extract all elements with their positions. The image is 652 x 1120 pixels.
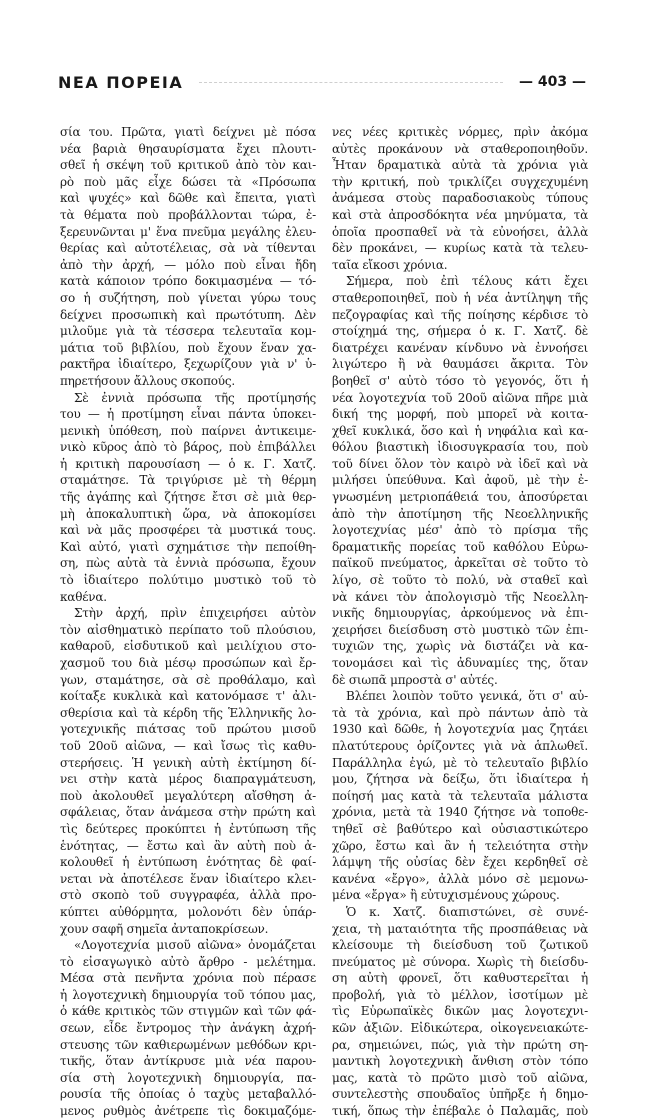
text-line: ἡ κριτικὴ παρουσίαση — ὁ κ. Γ. Χατζ. — [60, 456, 316, 471]
page-number: — 403 — — [519, 74, 586, 90]
text-line: στευσης τῶν καθιερωμένων μεθόδων κρι- — [60, 1037, 316, 1052]
text-line: τηθεῖ σὲ βαθύτερο καὶ οὐσιαστικώτερο — [332, 821, 588, 836]
text-line: νικὸ κῦρος ἀπὸ τὸ βάρος, ποὺ ἐπιβάλλει — [60, 440, 316, 455]
text-line: δὲ σιωπᾶ μπροστὰ σ' αὐτές. — [332, 672, 498, 687]
text-line: ποὺ ἀκολουθεῖ μεγαλύτερη αἴσθηση ἀ- — [60, 788, 316, 803]
text-line: τὴν κριτική, ποὺ τρικλίζει συγχεχυμένη — [332, 174, 588, 189]
text-line: παϊκοῦ πνεύματος, ἀρκεῖται σὲ τοῦτο τὸ — [332, 556, 588, 571]
text-line: γοτεχνικῆς πιάτσας τοῦ πρώτου μισοῦ — [60, 722, 316, 737]
text-line: ἡ λογοτεχνικὴ δημιουργία τοῦ τόπου μας, — [60, 987, 316, 1002]
text-line: καὶ νὰ μᾶς προσφέρει τὰ μυστικά τους. — [60, 523, 316, 538]
text-line: σία στὴ λογοτεχνικὴ δημιουργία, πα- — [60, 1070, 316, 1085]
text-line: χουν σαφῆ σημεῖα ἀνταποκρίσεων. — [60, 921, 269, 936]
journal-title: ΝΕΑ ΠΟΡΕΙΑ — [58, 72, 184, 92]
text-line: καὶ στὰ ἀπροσδόκητα νέα μηνύματα, τὰ — [332, 207, 588, 222]
text-line: ρὸ ποὺ μᾶς εἶχε δώσει τὰ «Πρόσωπα — [60, 174, 316, 189]
text-line: μὴ ἀποκαλυπτικὴ ὥρα, νὰ ἀποκομίσει — [60, 506, 316, 521]
text-line: καθένα. — [60, 589, 107, 604]
text-line: τοῦ 20οῦ αἰῶνα, — καὶ ἴσως τὶς καθυ- — [60, 738, 316, 753]
text-line: πεζογραφίας καὶ τῆς ποίησης κέρδισε τὸ — [332, 307, 588, 322]
text-line: κοίταξε κυκλικὰ καὶ κατονόμασε τ' ἀλι- — [60, 689, 316, 704]
text-line: Μέσα στὰ πενῆντα χρόνια ποὺ πέρασε — [60, 971, 316, 986]
text-line: Σὲ ἐννιὰ πρόσωπα τῆς προτίμησής — [74, 390, 316, 405]
text-line: μενος ρυθμὸς ἀνέτρεπε τὶς δοκιμαζόμε- — [60, 1104, 316, 1119]
text-line: πηρετήσουν ἄλλους σκοπούς. — [60, 373, 236, 388]
text-line: νέα λογοτεχνία τοῦ 20οῦ αἰῶνα πῆρε μιὰ — [332, 390, 588, 405]
text-line: πλατύτερους ὁρίζοντες γιὰ νὰ ἁπλωθεῖ. — [332, 738, 588, 753]
text-line: χεια, τὴ ματαιότητα τῆς προσπάθειας νὰ — [332, 921, 588, 936]
text-line: κύπτει αὐθόρμητα, μολονότι δὲν ὑπάρ- — [60, 904, 316, 919]
text-line: τὸν αἰσθηματικὸ περίπατο τοῦ πλούσιου, — [60, 622, 316, 637]
text-line: μιλήσει ὑπεύθυνα. Καὶ ἀφοῦ, μὲ τὴν ἐ- — [332, 473, 588, 488]
text-line: τικῆς, ὅταν ἀντίκρυσε μιὰ νέα παρου- — [60, 1054, 316, 1069]
text-line: νικῆς δημιουργίας, ἀρκούμενος νὰ ἐπι- — [332, 606, 588, 621]
text-line: βοηθεῖ σ' αὐτὸ τόσο τὸ γεγονός, ὅτι ἡ — [332, 373, 588, 388]
text-line: τὸ ἰδιαίτερο πολύτιμο μυστικὸ τοῦ τὸ — [60, 573, 316, 588]
text-line: νὰ κάνει τὸν ἀπολογισμὸ τῆς Νεοελλη- — [332, 589, 588, 604]
text-line: Στὴν ἀρχή, πρὶν ἐπιχειρήσει αὐτὸν — [74, 606, 316, 621]
text-line: τυχιῶν της, χωρὶς νὰ διστάζει νὰ κα- — [332, 639, 588, 654]
text-line: ρα, σημειώνει, πώς, γιὰ τὴν πρώτη ση- — [332, 1037, 588, 1052]
text-line: τὰ θέματα ποὺ προβάλλονται τώρα, ἐ- — [60, 207, 316, 222]
text-line: σθερίσια καὶ τὰ κέρδη τῆς Ἑλληνικῆς λο- — [60, 705, 316, 720]
text-line: Σήμερα, ποὺ ἐπὶ τέλους κάτι ἔχει — [346, 274, 588, 289]
text-line: καὶ ψυχές» καὶ δῶθε καὶ ἔπειτα, γιατὶ — [60, 191, 316, 206]
text-line: τὰ τὰ χρόνια, καὶ πρὸ πάντων ἀπὸ τὰ — [332, 705, 588, 720]
text-line: τῆς ἀγάπης καὶ ζήτησε ἔτσι σὲ μιὰ θερ- — [60, 490, 316, 505]
text-line: κῶν ἀξιῶν. Εἰδικώτερα, οἰκογενειακώτε- — [332, 1021, 588, 1036]
text-line: ταῖα εἴκοσι χρόνια. — [332, 257, 448, 272]
text-line: τὶς Εὐρωπαϊκὲς δικῶν μας λογοτεχνι- — [332, 1004, 588, 1019]
text-line: μάτια τοῦ βιβλίου, ποὺ ἔχουν ἕναν χα- — [60, 340, 316, 355]
text-line: χειρήσει διείσδυση στὸ μυστικὸ τῶν ἐπι- — [332, 622, 588, 637]
text-line: ὁποῖα προσπαθεῖ νὰ τὰ εὐνοήσει, ἀλλὰ — [332, 224, 588, 239]
text-line: γνωσμένη μετριοπάθειά του, ἀποσύρεται — [332, 490, 588, 505]
text-line: μας, κατὰ τὸ πρῶτο μισὸ τοῦ αἰῶνα, — [332, 1070, 588, 1085]
text-line: σο ἡ συζήτηση, ποὺ γίνεται γύρω τους — [60, 290, 316, 305]
text-line: συντελεστὴς σπουδαῖος ὑπῆρξε ἡ δημο- — [332, 1087, 588, 1102]
text-line: ξερευνῶνται μ' ἕνα πνεῦμα μεγάλης ἐλευ- — [60, 224, 316, 239]
text-line: του — ἡ προτίμηση εἶναι πάντα ὑποκει- — [60, 407, 316, 422]
text-line: Βλέπει λοιπὸν τοῦτο γενικά, ὅτι σ' αὐ- — [346, 689, 588, 704]
text-line: κλείσουμε τὴ διείσδυση τοῦ ζωτικοῦ — [332, 938, 588, 953]
text-line: Παράλληλα ἐγώ, μὲ τὸ τελευταῖο βιβλίο — [332, 755, 588, 770]
text-line: λίγο, σὲ τοῦτο τὸ πολύ, νὰ σταθεῖ καὶ — [332, 573, 588, 588]
text-line: μενικὴ ὑπόθεση, ποὺ παίρνει ἀντικειμε- — [60, 423, 316, 438]
text-line: σταμάτησε. Τὰ τριγύρισε μὲ τὴ θέρμη — [60, 473, 316, 488]
text-line: νει στὴν κατὰ μέρος διαπραγμάτευση, — [60, 772, 316, 787]
text-line: λάμψη τῆς οὐσίας δὲν ἔχει κερδηθεῖ σὲ — [332, 855, 588, 870]
text-line: πνεύματος μὲ σύνορα. Χωρὶς τὴ διείσδυ- — [332, 954, 588, 969]
text-line: σθεῖ ἡ σκέψη τοῦ κριτικοῦ ἀπὸ τὸν και- — [60, 158, 316, 173]
page-header — [58, 68, 586, 96]
text-line: ποίησή μας κατὰ τὰ τελευταῖα μάλιστα — [332, 788, 588, 803]
text-line: διατρέχει κανέναν κίνδυνο νὰ ἐννοήσει — [332, 340, 588, 355]
text-line: τονομάσει καὶ τὶς ἀδυναμίες της, ὅταν — [332, 656, 588, 670]
text-line: ση, πὼς αὐτὰ τὰ ἐννιὰ πρόσωπα, ἔχουν — [60, 556, 316, 571]
text-line: 1930 καὶ δῶθε, ἡ λογοτεχνία μας ζητάει — [332, 722, 588, 737]
text-line: θόλου βιαστικὴ ἰδιοσυγκρασία του, ποὺ — [332, 440, 588, 455]
text-line: νέα βαριὰ θησαυρίσματα ἔχει πλουτι- — [60, 141, 316, 156]
text-line: Καὶ αὐτό, γιατὶ σχημάτισε τὴν πεποίθη- — [60, 539, 316, 554]
text-line: μαντικὴ λογοτεχνικὴ ἄνθιση στὸν τόπο — [332, 1054, 588, 1069]
text-line: «Λογοτεχνία μισοῦ αἰῶνα» ὀνομάζεται — [74, 938, 316, 953]
text-line: χῶρο, ἔστω καὶ ἂν ἡ τελειότητα στὴν — [332, 838, 588, 853]
text-line: δὲν προκάνει, — κυρίως κατὰ τὰ τελευ- — [332, 241, 588, 256]
text-line: λιγώτερο ἢ νὰ θαυμάσει ἄκριτα. Τὸν — [332, 357, 588, 372]
text-line: κολουθεῖ ἡ ἐντύπωση ἑνότητας δὲ φαί- — [60, 855, 316, 870]
text-line: αὐτὲς προκάνουν νὰ σταθεροποιηθοῦν. — [332, 141, 588, 156]
text-line: τοῦ δίνει ὅλον τὸν καιρὸ νὰ ἰδεῖ καὶ νὰ — [332, 456, 588, 471]
left-column — [60, 124, 316, 1119]
text-line: ρακτῆρα ἰδιαίτερο, ξεχωρίζουν γιὰ ν' ὑ- — [60, 357, 316, 372]
text-line: σεων, εἶδε ἔντρομος τὴν ἀνάγκη ἀχρή- — [60, 1021, 316, 1036]
right-column — [332, 124, 588, 1119]
text-line: μου, ζήτησα νὰ δείξω, ὅτι ἰδιαίτερα ἡ — [332, 772, 588, 787]
text-line: χρόνια, μετὰ τὰ 1940 ζήτησε νὰ τοποθε- — [332, 805, 588, 820]
text-line: θερίας καὶ αὐτοτέλειας, σὰ νὰ τίθενται — [60, 241, 316, 256]
text-line: γων, σταμάτησε, σὰ σὲ προθάλαμο, καὶ — [60, 672, 316, 687]
text-line: ὁ κάθε κριτικὸς τῶν στιγμῶν καὶ τῶν φά- — [60, 1004, 316, 1019]
text-line: μιλοῦμε γιὰ τὰ τέσσερα τελευταῖα κομ- — [60, 324, 316, 339]
text-line: στερήσεις. Ἡ γενικὴ αὐτὴ ἐκτίμηση δί- — [60, 755, 316, 770]
text-line: ἀπὸ τὴν ἀποτίμηση τῆς Νεοελληνικῆς — [332, 506, 588, 521]
text-line: ἀνάμεσα στοὺς παραδοσιακοὺς τύπους — [332, 191, 588, 206]
text-line: ρουσία τῆς ὁποίας ὁ ταχὺς μεταβαλλό- — [60, 1087, 316, 1102]
text-line: χασμοῦ του διὰ μέσῳ προσώπων καὶ ἔρ- — [60, 656, 316, 670]
text-line: νες νέες κριτικὲς νόρμες, πρὶν ἀκόμα — [332, 125, 588, 139]
text-line: κανένα «ἔργο», ἀλλὰ μόνο σὲ μεμονω- — [332, 871, 588, 886]
text-line: τὶς δεύτερες προκύπτει ἡ ἐντύπωση τῆς — [60, 821, 316, 836]
text-line: σία του. Πρῶτα, γιατὶ δείχνει μὲ πόσα — [60, 125, 316, 139]
article-body — [60, 124, 588, 1119]
text-line: τική, ὅπως τὴν ἐπέβαλε ὁ Παλαμᾶς, ποὺ — [332, 1104, 588, 1119]
text-line: δείχνει προσωπικὴ καὶ πρωτότυπη. Δὲν — [60, 307, 316, 322]
text-line: τὸ εἰσαγωγικὸ αὐτὸ ἄρθρο - μελέτημα. — [60, 954, 316, 969]
text-line: στὸ σκοπὸ τοῦ συγγραφέα, ἀλλὰ προ- — [60, 888, 316, 903]
text-line: κατὰ κάποιον τρόπο δοκιμασμένα — τό- — [60, 274, 316, 289]
text-line: προβολή, γιὰ τὸ μέλλον, ἰσοτίμων μὲ — [332, 987, 588, 1002]
text-line: Ὁ κ. Χατζ. διαπιστώνει, σὲ συνέ- — [346, 904, 588, 919]
header-divider — [199, 82, 503, 83]
text-line: σταθεροποιηθεῖ, ποὺ ἡ νέα ἀντίληψη τῆς — [332, 290, 588, 305]
text-line: δική της μορφή, ποὺ μπορεῖ νὰ κοιτα- — [332, 407, 588, 422]
text-line: Ἦταν δραματικὰ αὐτὰ τὰ χρόνια γιὰ — [332, 158, 588, 173]
text-line: ἀπὸ τὴν ἀρχή, — μόλο ποὺ εἶναι ἤδη — [60, 257, 316, 272]
text-line: μένα «ἔργα» ἢ εὐτυχισμένους χώρους. — [332, 888, 560, 903]
text-line: χθεῖ κυκλικά, ὅσο καὶ ἡ νηφάλια καὶ κα- — [332, 423, 588, 438]
text-line: σφάλειας, ὅταν ἀνάμεσα στὴν πρώτη καὶ — [60, 805, 316, 820]
text-line: ση αὐτὴ φρονεῖ, ὅτι καθυστερεῖται ἡ — [332, 971, 588, 986]
text-line: λογοτεχνίας μέσ' ἀπὸ τὸ πρίσμα τῆς — [332, 523, 588, 538]
text-line: δραματικῆς πορείας τοῦ καθόλου Εὐρω- — [332, 539, 588, 554]
text-line: καθαροῦ, εἰσδυτικοῦ καὶ μειλίχιου στο- — [60, 639, 316, 654]
text-line: νεται νὰ ἀποτέλεσε ἕναν ἰδιαίτερο κλει- — [60, 871, 316, 886]
text-line: στοίχημά της, σήμερα ὁ κ. Γ. Χατζ. δὲ — [332, 324, 588, 339]
text-line: ἑνότητας, — ἔστω καὶ ἂν αὐτὴ ποὺ ἀ- — [60, 838, 316, 853]
